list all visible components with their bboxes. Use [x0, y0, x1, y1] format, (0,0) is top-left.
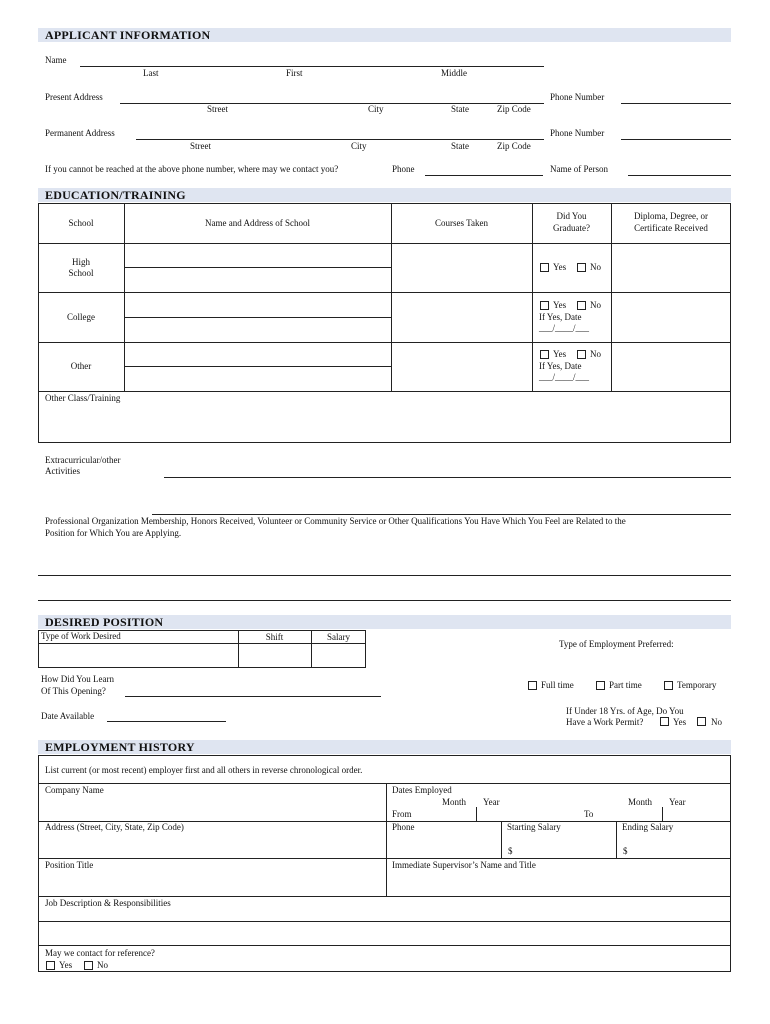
ending-salary-dollar: $: [623, 846, 628, 856]
section-header-desired: [38, 615, 731, 629]
phone-label: Phone: [392, 164, 415, 174]
date-available-label: Date Available: [41, 711, 95, 721]
col-divider: [386, 783, 387, 896]
section-header-education: [38, 188, 731, 202]
professional-label-1: Professional Organization Membership, Honors Received, Volunteer or Community Service or Other Qualifications You Have Which You Feel are Related to the: [45, 516, 626, 526]
permanent-phone-field[interactable]: [621, 139, 731, 140]
no-label: No: [590, 262, 601, 272]
col-header-diploma-2: Certificate Received: [634, 223, 708, 233]
row-divider: [38, 391, 731, 392]
row-label-college: College: [67, 312, 95, 322]
first-sublabel: First: [286, 68, 303, 78]
may-contact-label: May we contact for reference?: [45, 948, 155, 958]
under18-label-2: Have a Work Permit?: [566, 717, 644, 727]
last-sublabel: Last: [143, 68, 159, 78]
company-name-label: Company Name: [45, 785, 104, 795]
full-time-label: Full time: [541, 680, 574, 690]
phone-number-label: Phone Number: [550, 128, 605, 138]
temporary-checkbox[interactable]: [664, 681, 673, 690]
state-sublabel: State: [451, 141, 469, 151]
month-label: Month: [442, 797, 467, 807]
how-learn-label-1: How Did You Learn: [41, 674, 114, 684]
starting-salary-label: Starting Salary: [507, 822, 561, 832]
part-time-label: Part time: [609, 680, 642, 690]
section-header-applicant: [38, 28, 731, 42]
full-time-checkbox[interactable]: [528, 681, 537, 690]
col-header-name-address: Name and Address of School: [205, 218, 310, 228]
col-header-graduate-2: Graduate?: [553, 223, 590, 233]
col-divider: [501, 821, 502, 858]
permanent-address-label: Permanent Address: [45, 128, 115, 138]
row-divider: [38, 921, 731, 922]
salary-label: Salary: [327, 632, 350, 642]
no-label: No: [97, 960, 108, 970]
position-title-label: Position Title: [45, 860, 94, 870]
city-sublabel: City: [368, 104, 384, 114]
yes-label: Yes: [553, 262, 567, 272]
type-of-work-label: Type of Work Desired: [41, 631, 121, 641]
name-label: Name: [45, 55, 67, 65]
month-label: Month: [628, 797, 653, 807]
work-permit-yes-checkbox[interactable]: [660, 717, 669, 726]
college-no-checkbox[interactable]: [577, 301, 586, 310]
col-header-school: School: [68, 218, 94, 228]
job-description-label: Job Description & Responsibilities: [45, 898, 171, 908]
other-class-label: Other Class/Training: [45, 393, 121, 403]
row-divider: [38, 643, 366, 644]
name-of-person-label: Name of Person: [550, 164, 608, 174]
dates-employed-label: Dates Employed: [392, 785, 452, 795]
temporary-label: Temporary: [677, 680, 717, 690]
date-field[interactable]: ___/____/___: [539, 372, 590, 382]
row-divider: [38, 783, 731, 784]
col-divider: [391, 203, 392, 391]
other-no-checkbox[interactable]: [577, 350, 586, 359]
shift-label: Shift: [265, 632, 284, 642]
state-sublabel: State: [451, 104, 469, 114]
middle-sublabel: Middle: [441, 68, 467, 78]
alt-phone-field[interactable]: [425, 175, 543, 176]
street-sublabel: Street: [190, 141, 211, 151]
section-title: EMPLOYMENT HISTORY: [45, 740, 195, 754]
if-yes-date-label: If Yes, Date: [539, 312, 582, 322]
yes-label: Yes: [553, 349, 567, 359]
section-title: DESIRED POSITION: [45, 615, 164, 629]
row-divider: [38, 342, 731, 343]
col-divider: [616, 821, 617, 858]
professional-field-1[interactable]: [38, 575, 731, 576]
year-label: Year: [669, 797, 686, 807]
col-header-courses: Courses Taken: [435, 218, 488, 228]
how-learn-field[interactable]: [125, 696, 381, 697]
date-field[interactable]: ___/____/___: [539, 323, 590, 333]
if-yes-date-label: If Yes, Date: [539, 361, 582, 371]
row-label-high: High: [72, 257, 90, 267]
high-school-yes-checkbox[interactable]: [540, 263, 549, 272]
extracurricular-label-1: Extracurricular/other: [45, 455, 121, 465]
street-sublabel: Street: [207, 104, 228, 114]
address-label: Address (Street, City, State, Zip Code): [45, 822, 184, 832]
row-divider: [38, 858, 731, 859]
phone-number-label: Phone Number: [550, 92, 605, 102]
present-address-label: Present Address: [45, 92, 103, 102]
from-label: From: [392, 809, 412, 819]
reference-no-checkbox[interactable]: [84, 961, 93, 970]
no-label: No: [590, 300, 601, 310]
name-field[interactable]: [80, 66, 544, 67]
row-divider: [38, 945, 731, 946]
date-divider: [476, 807, 477, 821]
yes-label: Yes: [553, 300, 567, 310]
reference-yes-checkbox[interactable]: [46, 961, 55, 970]
yes-label: Yes: [673, 717, 687, 727]
extracurricular-field[interactable]: [164, 477, 731, 478]
phone-label: Phone: [392, 822, 415, 832]
professional-label-2: Position for Which You are Applying.: [45, 528, 182, 538]
row-divider: [38, 243, 731, 244]
city-sublabel: City: [351, 141, 367, 151]
present-address-field[interactable]: [120, 103, 544, 104]
row-label-other: Other: [70, 361, 92, 371]
year-label: Year: [483, 797, 500, 807]
col-header-diploma-1: Diploma, Degree, or: [634, 211, 708, 221]
section-title: APPLICANT INFORMATION: [45, 28, 211, 42]
phone-number-field[interactable]: [621, 103, 731, 104]
name-of-person-field[interactable]: [628, 175, 731, 176]
section-header-employment: [38, 740, 731, 754]
ending-salary-label: Ending Salary: [622, 822, 674, 832]
education-table: [38, 203, 731, 443]
college-yes-checkbox[interactable]: [540, 301, 549, 310]
part-time-checkbox[interactable]: [596, 681, 605, 690]
employment-table: [38, 755, 731, 972]
row-divider: [124, 267, 391, 268]
section-title: EDUCATION/TRAINING: [45, 188, 186, 202]
starting-salary-dollar: $: [508, 846, 513, 856]
supervisor-label: Immediate Supervisor’s Name and Title: [392, 860, 536, 870]
row-divider: [124, 366, 391, 367]
other-yes-checkbox[interactable]: [540, 350, 549, 359]
under18-label-1: If Under 18 Yrs. of Age, Do You: [566, 706, 684, 716]
date-available-field[interactable]: [107, 721, 226, 722]
permanent-address-field[interactable]: [136, 139, 544, 140]
contact-question: If you cannot be reached at the above phone number, where may we contact you?: [45, 164, 339, 174]
zip-sublabel: Zip Code: [497, 141, 531, 151]
yes-label: Yes: [59, 960, 73, 970]
row-divider: [38, 292, 731, 293]
work-permit-no-checkbox[interactable]: [697, 717, 706, 726]
professional-line[interactable]: [152, 514, 731, 515]
extracurricular-label-2: Activities: [45, 466, 80, 476]
to-label: To: [584, 809, 594, 819]
instructions-text: List current (or most recent) employer first and all others in reverse chronological order.: [45, 765, 363, 775]
high-school-no-checkbox[interactable]: [577, 263, 586, 272]
how-learn-label-2: Of This Opening?: [41, 686, 106, 696]
no-label: No: [590, 349, 601, 359]
col-header-graduate-1: Did You: [556, 211, 587, 221]
row-divider: [124, 317, 391, 318]
professional-field-2[interactable]: [38, 600, 731, 601]
no-label: No: [711, 717, 722, 727]
type-employment-label: Type of Employment Preferred:: [559, 639, 674, 649]
row-label-school: School: [68, 268, 94, 278]
zip-sublabel: Zip Code: [497, 104, 531, 114]
date-divider: [662, 807, 663, 821]
row-divider: [38, 896, 731, 897]
col-divider: [124, 203, 125, 391]
